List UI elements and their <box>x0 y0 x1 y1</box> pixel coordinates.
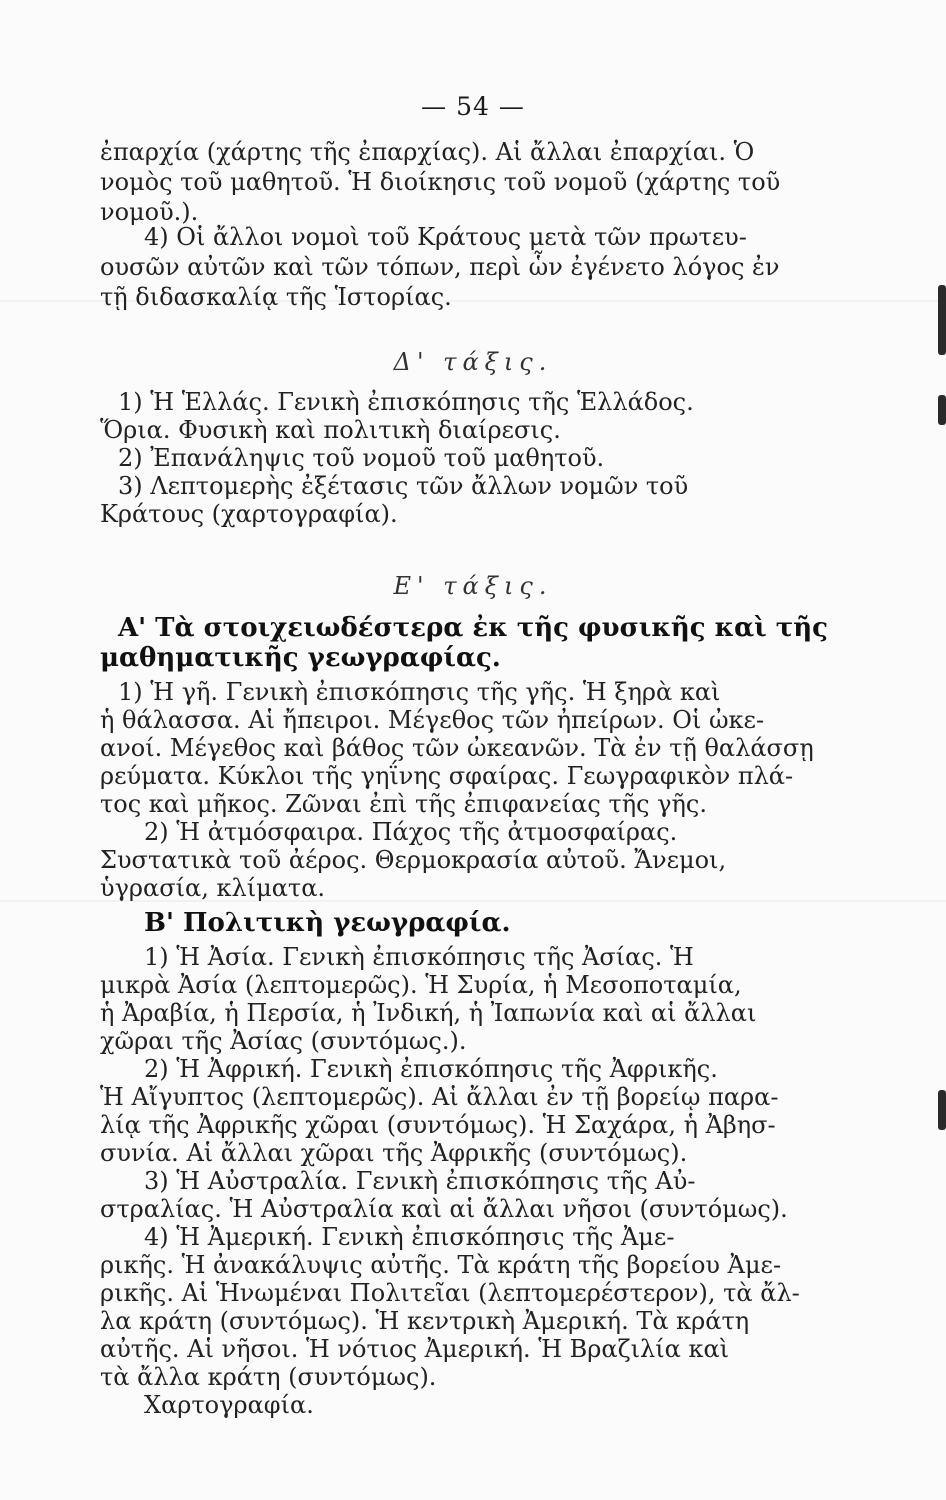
text-line: αὐτῆς. Αἱ νῆσοι. Ἡ νότιος Ἀμερική. Ἡ Βραζιλία καὶ <box>100 1335 730 1363</box>
text-line: 1) Ἡ Ἑλλάς. Γενικὴ ἐπισκόπησις τῆς Ἑλλάδος. <box>118 388 694 416</box>
text-line: νομὸς τοῦ μαθητοῦ. Ἡ διοίκησις τοῦ νομοῦ (χάρτης τοῦ <box>100 168 781 196</box>
page-number: — 54 — <box>421 92 525 121</box>
text-line: μικρὰ Ἀσία (λεπτομερῶς). Ἡ Συρία, ἡ Μεσοποταμία, <box>100 971 742 999</box>
text-line: χῶραι τῆς Ἀσίας (συντόμως.). <box>100 1027 467 1055</box>
text-line: νομοῦ.). <box>100 198 199 226</box>
text-line: 2) Ἡ ἀτμόσφαιρα. Πάχος τῆς ἀτμοσφαίρας. <box>144 818 678 846</box>
section-heading: Ε' τάξις. <box>393 572 553 600</box>
text-line: 4) Οἱ ἄλλοι νομοὶ τοῦ Κράτους μετὰ τῶν πρωτευ- <box>144 223 747 251</box>
subsection-title: Α' Τὰ στοιχειωδέστερα ἐκ τῆς φυσικῆς καὶ τῆς <box>118 613 828 643</box>
text-line: ἡ θάλασσα. Αἱ ἤπειροι. Μέγεθος τῶν ἠπείρων. Οἱ ὠκε- <box>100 706 765 734</box>
page-edge-mark <box>938 285 946 355</box>
text-line: συνία. Αἱ ἄλλαι χῶραι τῆς Ἀφρικῆς (συντόμως). <box>100 1139 688 1167</box>
text-line: ουσῶν αὐτῶν καὶ τῶν τόπων, περὶ ὧν ἐγένετο λόγος ἐν <box>100 253 780 281</box>
text-line: λίᾳ τῆς Ἀφρικῆς χῶραι (συντόμως). Ἡ Σαχάρα, ἡ Ἀβησ- <box>100 1111 776 1139</box>
text-line: 2) Ἡ Ἀφρική. Γενικὴ ἐπισκόπησις τῆς Ἀφρικῆς. <box>144 1055 718 1083</box>
text-line: 1) Ἡ γῆ. Γενικὴ ἐπισκόπησις τῆς γῆς. Ἡ ξηρὰ καὶ <box>118 678 721 706</box>
text-line: ρικῆς. Αἱ Ἡνωμέναι Πολιτεῖαι (λεπτομερέστερον), τὰ ἄλ- <box>100 1279 800 1307</box>
text-line: 3) Λεπτομερὴς ἐξέτασις τῶν ἄλλων νομῶν τοῦ <box>118 472 689 500</box>
page-edge-mark <box>938 1090 946 1130</box>
text-line: 3) Ἡ Αὐστραλία. Γενικὴ ἐπισκόπησις τῆς Αὐ- <box>144 1167 696 1195</box>
text-line: τὰ ἄλλα κράτη (συντόμως). <box>100 1363 437 1391</box>
text-line: ἐπαρχία (χάρτης τῆς ἐπαρχίας). Αἱ ἄλλαι ἐπαρχίαι. Ὁ <box>100 138 755 166</box>
text-line: 2) Ἐπανάληψις τοῦ νομοῦ τοῦ μαθητοῦ. <box>118 444 605 472</box>
text-line: τῇ διδασκαλίᾳ τῆς Ἱστορίας. <box>100 283 452 311</box>
text-line: 4) Ἡ Ἀμερική. Γενικὴ ἐπισκόπησις τῆς Ἀμε- <box>144 1223 675 1251</box>
text-line: Συστατικὰ τοῦ ἀέρος. Θερμοκρασία αὐτοῦ. Ἄνεμοι, <box>100 846 727 874</box>
subsection-title: μαθηματικῆς γεωγραφίας. <box>100 643 501 673</box>
text-line: Κράτους (χαρτογραφία). <box>100 500 398 528</box>
text-line: ὑγρασία, κλίματα. <box>100 874 326 902</box>
subsection-title: Β' Πολιτικὴ γεωγραφία. <box>144 908 511 938</box>
text-line: λα κράτη (συντόμως). Ἡ κεντρικὴ Ἀμερική. Τὰ κράτη <box>100 1307 750 1335</box>
section-heading: Δ' τάξις. <box>393 348 553 376</box>
text-line: Ἡ Αἴγυπτος (λεπτομερῶς). Αἱ ἄλλαι ἐν τῇ βορείῳ παρα- <box>100 1083 779 1111</box>
text-line: ρικῆς. Ἡ ἀνακάλυψις αὐτῆς. Τὰ κράτη τῆς βορείου Ἀμε- <box>100 1251 782 1279</box>
text-line: Χαρτογραφία. <box>144 1391 314 1419</box>
text-line: στραλίας. Ἡ Αὐστραλία καὶ αἱ ἄλλαι νῆσοι (συντόμως). <box>100 1195 788 1223</box>
text-line: τος καὶ μῆκος. Ζῶναι ἐπὶ τῆς ἐπιφανείας τῆς γῆς. <box>100 790 707 818</box>
text-line: Ὅρια. Φυσικὴ καὶ πολιτικὴ διαίρεσις. <box>100 416 561 444</box>
text-line: ανοί. Μέγεθος καὶ βάθος τῶν ὠκεανῶν. Τὰ ἐν τῇ θαλάσσῃ <box>100 734 814 762</box>
page-edge-mark <box>938 395 946 425</box>
text-line: ἡ Ἀραβία, ἡ Περσία, ἡ Ἰνδική, ἡ Ἰαπωνία καὶ αἱ ἄλλαι <box>100 999 757 1027</box>
text-line: 1) Ἡ Ἀσία. Γενικὴ ἐπισκόπησις τῆς Ἀσίας. Ἡ <box>144 943 694 971</box>
text-line: ρεύματα. Κύκλοι τῆς γηΐνης σφαίρας. Γεωγραφικὸν πλά- <box>100 762 794 790</box>
